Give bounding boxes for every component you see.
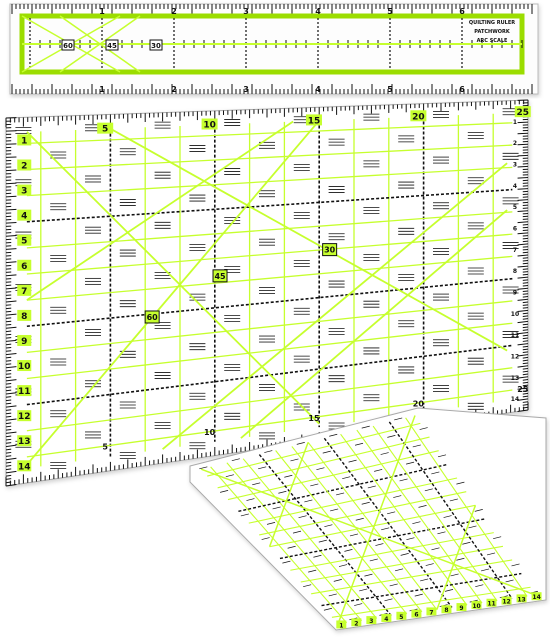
- large-tick-right: [518, 178, 528, 179]
- square-bottom-number: 4: [384, 616, 388, 623]
- large-tick-left: [6, 170, 16, 171]
- large-bottom-number: 15: [308, 414, 320, 423]
- large-tick-left: [6, 443, 11, 444]
- large-tick-left: [6, 384, 11, 385]
- strip-side-text: PATCHWORK: [474, 29, 511, 35]
- large-tick-right: [523, 308, 528, 309]
- strip-ruler: [10, 4, 538, 94]
- large-tick-left: [6, 377, 11, 378]
- large-tick-left: [6, 321, 11, 322]
- large-tick-right: [523, 360, 528, 361]
- large-tick-left: [6, 222, 16, 223]
- strip-angle-label: 60: [63, 42, 73, 50]
- large-tick-left: [6, 416, 11, 417]
- large-tick-right: [523, 330, 528, 331]
- large-right-number: 11: [511, 332, 519, 339]
- large-tick-left: [6, 449, 11, 450]
- strip-number-top: 3: [243, 7, 249, 16]
- large-tick-left: [6, 344, 11, 345]
- large-right-number: 3: [513, 161, 517, 168]
- large-tick-left: [6, 456, 11, 457]
- square-bottom-number: 11: [487, 601, 495, 608]
- large-tick-right: [523, 341, 528, 342]
- large-angle-label: 60: [147, 313, 159, 322]
- large-right-number: 10: [511, 311, 519, 318]
- large-tick-right: [523, 297, 528, 298]
- large-right-number: 2: [513, 140, 517, 147]
- strip-angle-label: 30: [151, 42, 161, 50]
- large-tick-right: [518, 189, 528, 190]
- large-tick-left: [6, 374, 11, 375]
- large-left-number: 14: [18, 462, 31, 472]
- large-tick-left: [6, 413, 11, 414]
- large-tick-left: [6, 357, 11, 358]
- large-tick-right: [523, 294, 528, 295]
- large-tick-right: [523, 316, 528, 317]
- large-right-number: 4: [513, 183, 517, 190]
- square-bottom-number: 10: [472, 603, 480, 610]
- large-angle-label: 30: [324, 246, 336, 255]
- large-tick-right: [523, 352, 528, 353]
- strip-number-top: 6: [459, 7, 465, 16]
- large-tick-right: [523, 272, 528, 273]
- large-tick-left: [6, 351, 11, 352]
- square-bottom-number: 8: [444, 607, 448, 614]
- large-tick-left: [6, 429, 11, 430]
- large-tick-right: [523, 335, 528, 336]
- large-tick-left: [6, 426, 11, 427]
- strip-angle-label: 45: [107, 42, 117, 50]
- large-right-number: 12: [511, 353, 519, 360]
- strip-number-bottom: 3: [243, 85, 249, 94]
- strip-number-bottom: 2: [171, 85, 177, 94]
- large-tick-left: [6, 331, 11, 332]
- large-left-number: 6: [21, 262, 27, 272]
- large-bottom-number: 10: [204, 428, 216, 437]
- large-right-number: 5: [513, 204, 517, 211]
- large-tick-left: [6, 196, 16, 197]
- square-bottom-number: 5: [399, 614, 403, 621]
- square-bottom-number: 3: [369, 618, 373, 625]
- large-tick-right: [523, 363, 528, 364]
- large-bottom-number: 5: [102, 443, 108, 452]
- large-tick-right: [523, 285, 528, 286]
- large-tick-left: [6, 400, 11, 401]
- large-tick-left: [6, 452, 11, 453]
- large-tick-right: [518, 144, 528, 145]
- strip-number-top: 1: [99, 7, 105, 16]
- large-tick-left: [6, 338, 11, 339]
- large-tick-right: [523, 324, 528, 325]
- large-left-number: 5: [21, 237, 27, 247]
- large-left-number: 1: [21, 136, 27, 146]
- strip-side-text: QUILTING RULER: [469, 20, 515, 26]
- square-bottom-number: 1: [339, 622, 343, 629]
- large-left-number: 7: [21, 287, 27, 297]
- large-tick-left: [6, 183, 16, 184]
- large-top-number: 10: [203, 121, 216, 131]
- large-top-number: 25: [517, 108, 530, 118]
- large-right-number: 14: [511, 396, 519, 403]
- large-right-number: 1: [513, 119, 517, 126]
- large-tick-right: [518, 166, 528, 167]
- large-tick-right: [523, 380, 528, 381]
- large-bottom-number: 20: [413, 399, 425, 408]
- large-tick-left: [6, 390, 11, 391]
- large-angle-label: 45: [214, 272, 226, 281]
- large-tick-left: [6, 370, 11, 371]
- square-bottom-number: 12: [502, 599, 510, 606]
- strip-number-top: 4: [315, 7, 321, 16]
- large-left-number: 11: [18, 387, 31, 397]
- large-bottom-number: 25: [517, 385, 529, 394]
- large-left-number: 13: [18, 437, 31, 447]
- square-bottom-number: 2: [354, 620, 358, 627]
- large-left-number: 12: [18, 412, 31, 422]
- large-tick-right: [523, 357, 528, 358]
- large-right-number: 8: [513, 268, 517, 275]
- large-tick-right: [523, 274, 528, 275]
- large-left-number: 4: [21, 212, 27, 222]
- strip-number-bottom: 6: [459, 85, 465, 94]
- large-tick-left: [6, 209, 16, 210]
- large-tick-right: [523, 291, 528, 292]
- large-tick-left: [6, 397, 11, 398]
- large-tick-left: [6, 410, 11, 411]
- large-tick-right: [518, 155, 528, 156]
- large-right-number: 6: [513, 225, 517, 232]
- large-tick-right: [523, 305, 528, 306]
- large-tick-right: [523, 368, 528, 369]
- large-tick-right: [523, 302, 528, 303]
- large-tick-left: [6, 439, 11, 440]
- large-left-number: 3: [21, 187, 27, 197]
- large-tick-right: [523, 349, 528, 350]
- large-tick-left: [6, 364, 11, 365]
- large-tick-right: [523, 319, 528, 320]
- square-bottom-number: 9: [459, 605, 463, 612]
- large-tick-right: [523, 313, 528, 314]
- large-tick-right: [523, 382, 528, 383]
- large-tick-left: [6, 403, 11, 404]
- large-left-number: 2: [21, 162, 27, 172]
- large-right-number: 9: [513, 289, 517, 296]
- large-tick-right: [523, 346, 528, 347]
- large-tick-left: [6, 347, 11, 348]
- large-tick-left: [6, 334, 11, 335]
- strip-number-top: 2: [171, 7, 177, 16]
- large-tick-left: [6, 324, 11, 325]
- strip-number-bottom: 4: [315, 85, 321, 94]
- square-bottom-number: 6: [414, 612, 418, 619]
- strip-side-text: ARC SCALE: [477, 38, 508, 44]
- large-top-number: 15: [308, 116, 321, 126]
- large-top-number: 20: [412, 112, 425, 122]
- large-left-number: 9: [21, 337, 27, 347]
- large-right-number: 13: [511, 375, 519, 382]
- large-tick-right: [523, 283, 528, 284]
- strip-number-bottom: 1: [99, 85, 105, 94]
- large-tick-left: [6, 361, 11, 362]
- strip-number-bottom: 5: [387, 85, 393, 94]
- large-tick-left: [6, 436, 11, 437]
- large-tick-left: [6, 423, 11, 424]
- strip-number-top: 5: [387, 7, 393, 16]
- large-left-number: 10: [18, 362, 31, 372]
- large-top-number: 5: [102, 125, 108, 135]
- square-bottom-number: 13: [517, 596, 525, 603]
- large-tick-right: [523, 280, 528, 281]
- large-tick-right: [523, 371, 528, 372]
- large-tick-right: [523, 327, 528, 328]
- large-right-number: 7: [513, 247, 517, 254]
- large-tick-right: [523, 374, 528, 375]
- large-tick-left: [6, 387, 11, 388]
- square-bottom-number: 7: [429, 609, 433, 616]
- large-tick-right: [523, 338, 528, 339]
- large-left-number: 8: [21, 312, 27, 322]
- square-bottom-number: 14: [532, 594, 540, 601]
